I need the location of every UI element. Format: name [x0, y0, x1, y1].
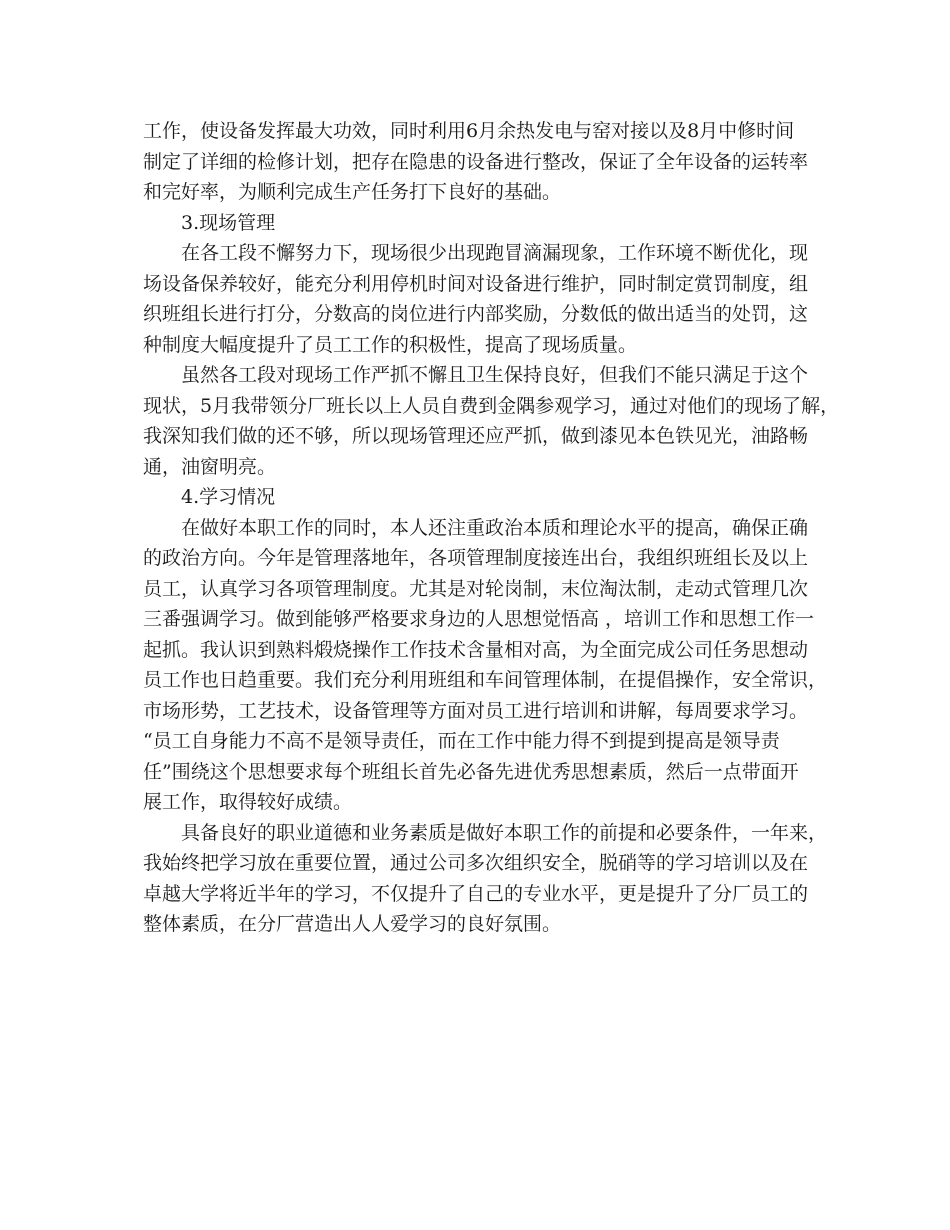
- text-line: 种制度大幅度提升了员工工作的积极性，提高了现场质量。: [143, 333, 638, 356]
- text-line: 任”围绕这个思想要求每个班组长首先必备先进优秀思想素质，然后一点带面开: [143, 760, 799, 783]
- text-line: 三番强调学习。做到能够严格要求身边的人思想觉悟高 ，培训工作和思想工作一: [143, 608, 815, 630]
- section-heading-site-management: [143, 208, 823, 239]
- text-line: 市场形势，工艺技术，设备管理等方面对员工进行培训和讲解，每周要求学习。: [143, 699, 809, 722]
- paragraph-site-management-1: [143, 238, 823, 360]
- text-line: 我深知我们做的还不够，所以现场管理还应严抓，做到漆见本色铁见光，油路畅: [143, 425, 809, 447]
- text-line: 员工，认真学习各项管理制度。尤其是对轮岗制，末位淘汰制，走动式管理几次: [143, 577, 809, 600]
- text-line: 工作，使设备发挥最大功效，同时利用6月余热发电与窑对接以及8月中修时间: [143, 120, 795, 142]
- paragraph-study-2: [143, 818, 828, 940]
- paragraph-study-1: [143, 513, 828, 818]
- text-line: 具备良好的职业道德和业务素质是做好本职工作的前提和必要条件，一年来，: [181, 821, 828, 844]
- paragraph-equipment-continued: [143, 116, 823, 208]
- text-line: 现状，5月我带领分厂班长以上人员自费到金隅参观学习，通过对他们的现场了解，: [143, 394, 840, 417]
- text-line: 起抓。我认识到熟料煅烧操作工作技术含量相对高，为全面完成公司任务思想动: [143, 638, 809, 661]
- text-line: 制定了详细的检修计划，把存在隐患的设备进行整改，保证了全年设备的运转率: [143, 150, 809, 173]
- text-line: 虽然各工段对现场工作严抓不懈且卫生保持良好，但我们不能只满足于这个: [181, 364, 809, 386]
- text-line: 的政治方向。今年是管理落地年，各项管理制度接连出台，我组织班组长及以上: [143, 547, 809, 569]
- text-line: 在做好本职工作的同时，本人还注重政治本质和理论水平的提高，确保正确: [181, 516, 809, 539]
- heading-text: 3.现场管理: [181, 211, 276, 234]
- text-line: 场设备保养较好，能充分利用停机时间对设备进行维护，同时制定赏罚制度，组: [143, 272, 809, 295]
- text-line: 和完好率，为顺利完成生产任务打下良好的基础。: [143, 181, 562, 203]
- document-body: [143, 116, 840, 940]
- text-line: 我始终把学习放在重要位置，通过公司多次组织安全，脱硝等的学习培训以及在: [143, 852, 809, 874]
- heading-text: 4.学习情况: [181, 486, 276, 508]
- text-line: 展工作，取得较好成绩。: [143, 791, 353, 813]
- text-line: 在各工段不懈努力下，现场很少出现跑冒滴漏现象，工作环境不断优化，现: [181, 242, 809, 264]
- section-heading-study: [143, 482, 823, 513]
- text-line: 整体素质，在分厂营造出人人爱学习的良好氛围。: [143, 913, 562, 935]
- text-line: 员工作也日趋重要。我们充分利用班组和车间管理体制，在提倡操作，安全常识，: [143, 669, 828, 691]
- text-line: 卓越大学将近半年的学习，不仅提升了自己的专业水平，更是提升了分厂员工的: [143, 882, 809, 905]
- text-line: 织班组长进行打分，分数高的岗位进行内部奖励，分数低的做出适当的处罚，这: [143, 303, 809, 325]
- text-line: “员工自身能力不高不是领导责任，而在工作中能力得不到提到提高是领导责: [143, 730, 780, 752]
- text-line: 通，油窗明亮。: [143, 455, 277, 478]
- paragraph-site-management-2: [143, 360, 840, 482]
